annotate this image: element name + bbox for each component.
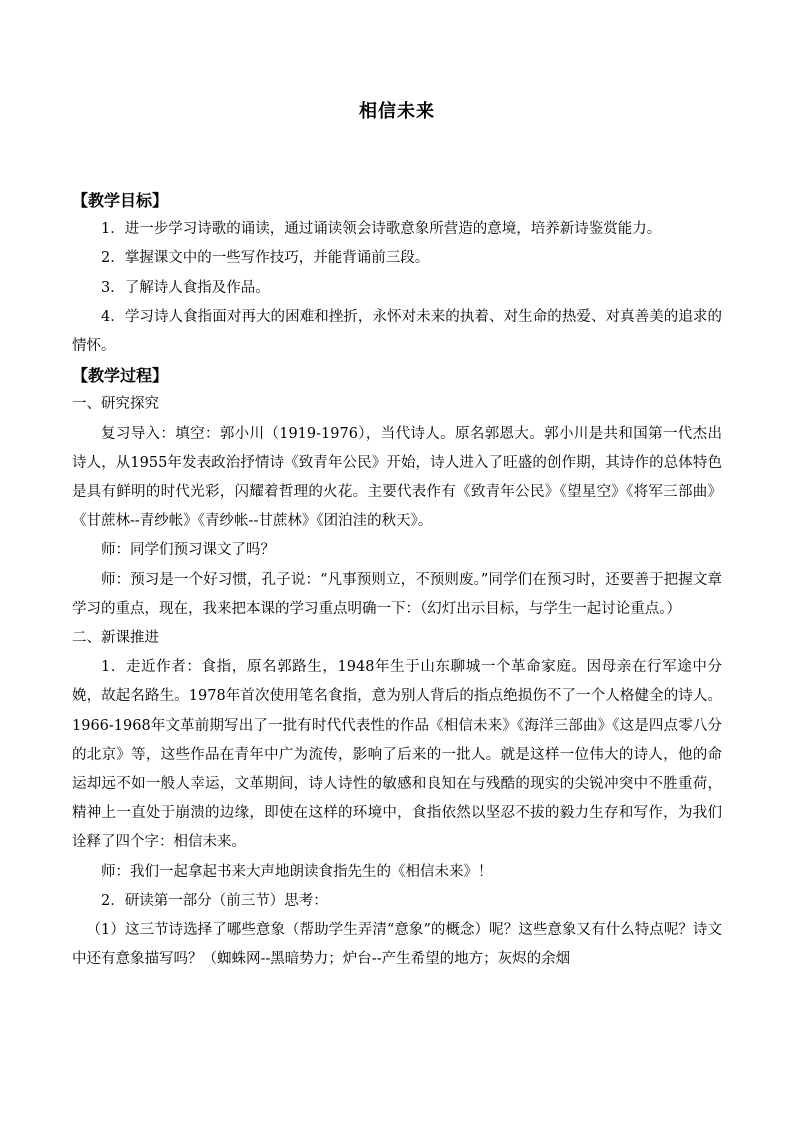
body-paragraph: 复习导入：填空：郭小川（1919-1976），当代诗人。原名郭恩大。郭小川是共和国第一代杰出诗人，从1955年发表政治抒情诗《致青年公民》开始，诗人进入了旺盛的创作期，其诗作的总体特色是具有鲜明的时代光彩，闪耀着哲理的火花。主要代表作有《致青年公民》《望星空》《将军三部曲》《甘蔗林--青纱帐》《青纱帐--甘蔗林》《团泊洼的秋天》。: [72, 425, 722, 530]
subsection-title: 一、研究探究: [72, 396, 159, 413]
body-paragraph: 师：预习是一个好习惯，孔子说：“凡事预则立，不预则废。”同学们在预习时，还要善于把握文章学习的重点，现在，我来把本课的学习重点明确一下：（幻灯出示目标，与学生一起讨论重点。）: [72, 571, 722, 617]
body-paragraph: 1．走近作者：食指，原名郭路生，1948年生于山东聊城一个革命家庭。因母亲在行军途中分娩，故起名路生。1978年首次使用笔名食指，意为别人背后的指点绝损伤不了一个人格健全的诗人。1966-1968年文革前期写出了一批有时代代表性的作品《相信未来》《海洋三部曲》《这是四点零八分的北京》等，这些作品在青年中广为流传，影响了后来的一批人。就是这样一位伟大的诗人，他的命运却远不如一般人幸运，文革期间，诗人诗性的敏感和良知在与残酷的现实的尖锐冲突中不胜重荷，精神上一直处于崩溃的边缘，即使在这样的环境中，食指依然以坚忍不拔的毅力生存和写作，为我们诠释了四个字：相信未来。: [72, 659, 722, 851]
body-paragraph: 师：我们一起拿起书来大声地朗读食指先生的《相信未来》！: [101, 863, 493, 880]
document-body: [72, 186, 722, 974]
question-paragraph: （1）这三节诗选择了哪些意象（帮助学生弄清“意象”的概念）呢？这些意象又有什么特点呢？诗文中还有意象描写吗？（蜘蛛网--黑暗势力；炉台--产生希望的地方；灰烬的余烟: [72, 922, 722, 968]
body-paragraph: 师：同学们预习课文了吗？: [101, 542, 275, 559]
section-heading-goals: 【教学目标】: [72, 191, 169, 210]
goal-item: 3．了解诗人食指及作品。: [101, 279, 270, 296]
goal-item: 2．掌握课文中的一些写作技巧，并能背诵前三段。: [101, 250, 430, 267]
goal-item: 1．进一步学习诗歌的诵读，通过诵读领会诗歌意象所营造的意境，培养新诗鉴赏能力。: [101, 221, 662, 238]
section-heading-process: 【教学过程】: [72, 366, 169, 386]
goal-item: 4．学习诗人食指面对再大的困难和挫折，永怀对未来的执着、对生命的热爱、对真善美的追求的情怀。: [72, 308, 722, 355]
body-paragraph: 2．研读第一部分（前三节）思考：: [101, 892, 328, 909]
page-title: 相信未来: [359, 101, 435, 122]
subsection-title: 二、新课推进: [72, 630, 159, 647]
